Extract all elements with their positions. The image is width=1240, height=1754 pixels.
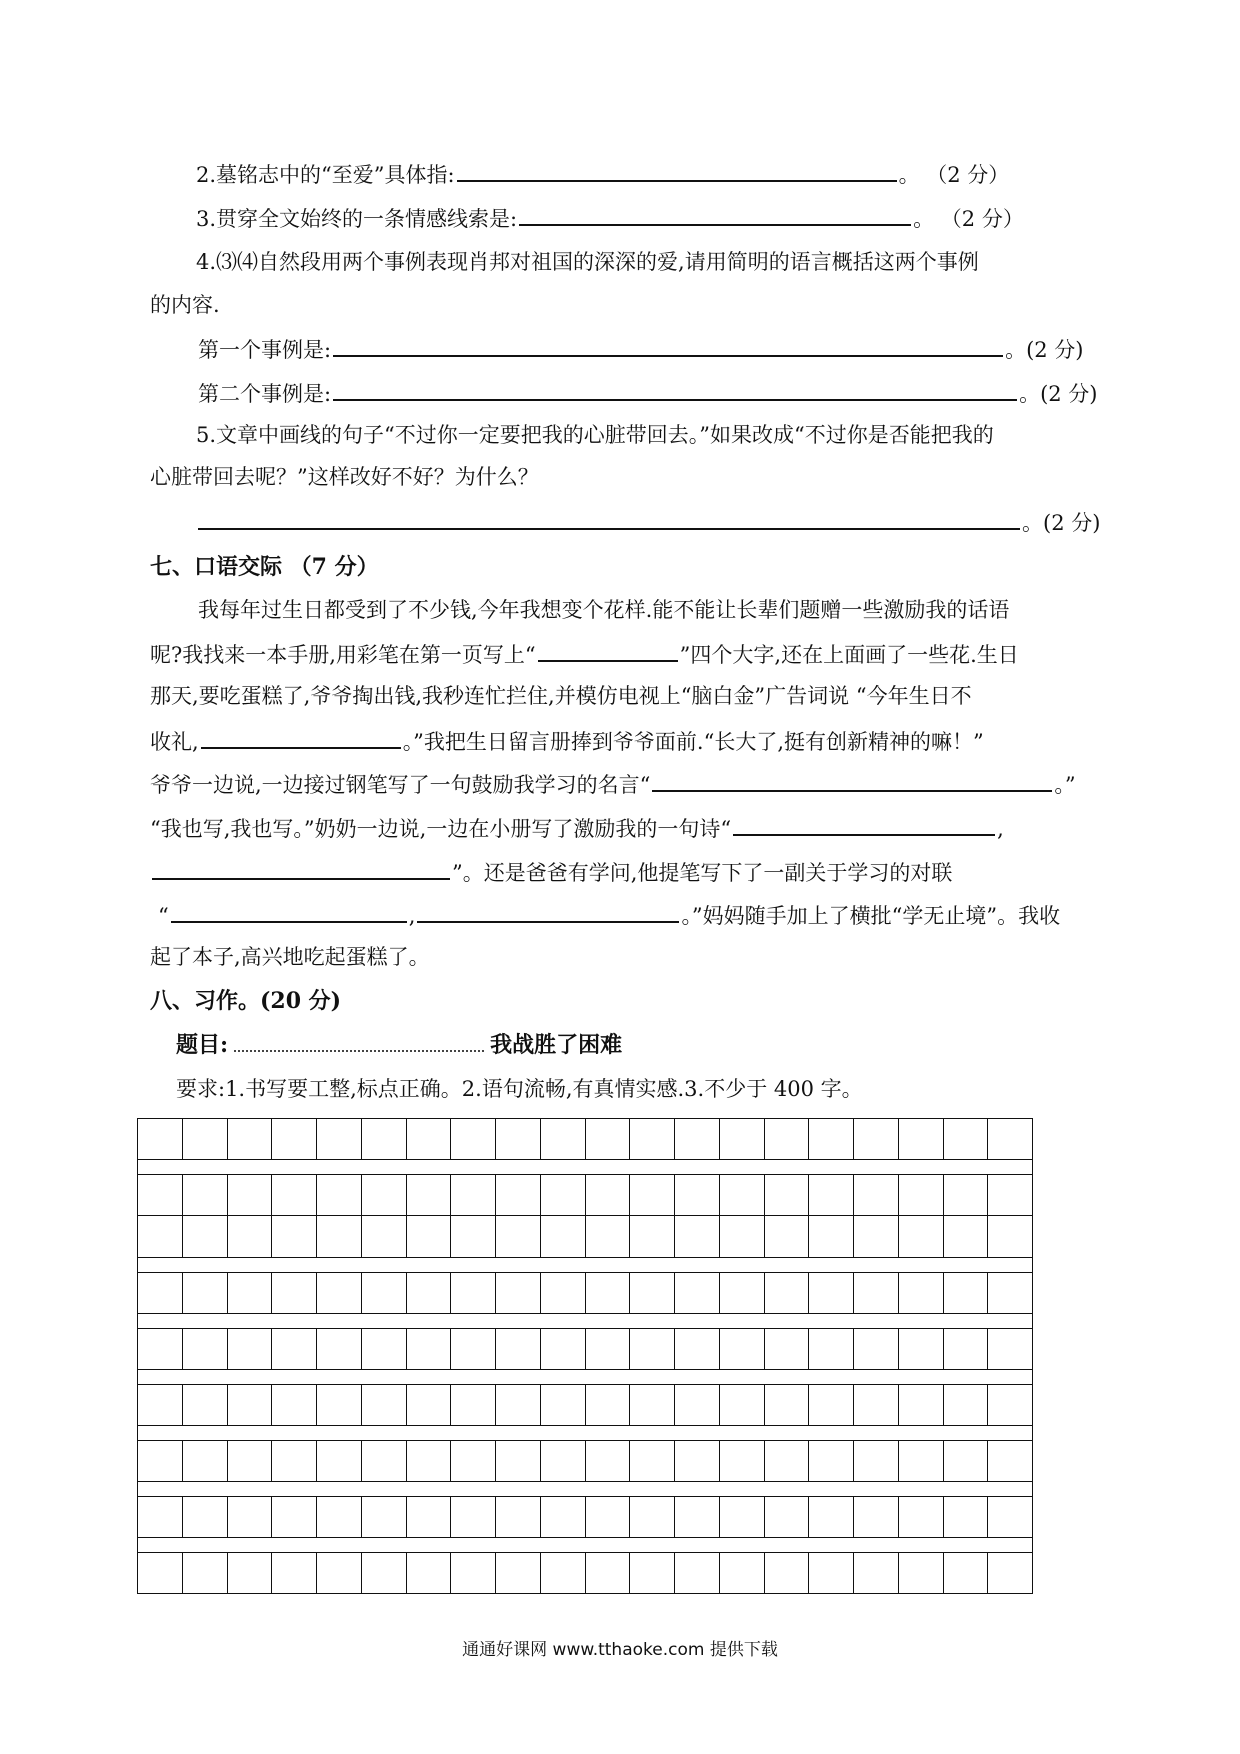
- grid-cell[interactable]: [362, 1441, 407, 1481]
- grid-cell[interactable]: [899, 1273, 944, 1313]
- grid-cell[interactable]: [228, 1273, 273, 1313]
- grid-cell[interactable]: [675, 1385, 720, 1425]
- section-7-para-line6: [150, 812, 1004, 844]
- grid-cell[interactable]: [317, 1385, 362, 1425]
- grid-cell[interactable]: [541, 1553, 586, 1593]
- grid-cell[interactable]: [630, 1216, 675, 1257]
- grid-cell[interactable]: [407, 1441, 452, 1481]
- question-5-answer: [196, 506, 1100, 538]
- grid-cell[interactable]: [899, 1119, 944, 1159]
- grid-cell[interactable]: [720, 1175, 765, 1215]
- grid-cell[interactable]: [630, 1553, 675, 1593]
- grid-cell[interactable]: [944, 1216, 989, 1257]
- example-2-label: 第二个事例是:: [198, 382, 332, 406]
- grid-row: [137, 1272, 1033, 1314]
- grid-cell[interactable]: [272, 1175, 317, 1215]
- blank-motto[interactable]: [652, 768, 1052, 792]
- grid-row: [137, 1118, 1033, 1160]
- grid-cell[interactable]: [496, 1273, 541, 1313]
- grid-gap: [137, 1538, 1033, 1552]
- grid-cell[interactable]: [675, 1329, 720, 1369]
- grid-cell[interactable]: [988, 1329, 1032, 1369]
- grid-cell[interactable]: [809, 1553, 854, 1593]
- grid-cell[interactable]: [765, 1497, 810, 1537]
- grid-cell[interactable]: [317, 1329, 362, 1369]
- grid-cell[interactable]: [138, 1273, 183, 1313]
- grid-cell[interactable]: [720, 1497, 765, 1537]
- grid-cell[interactable]: [317, 1553, 362, 1593]
- grid-cell[interactable]: [630, 1119, 675, 1159]
- question-2-score: 。 （2 分）: [898, 163, 1010, 187]
- grid-row: [137, 1552, 1033, 1594]
- text-segment: “我也写,我也写。”奶奶一边说,一边在小册写了激励我的一句诗“: [150, 817, 732, 841]
- grid-cell[interactable]: [720, 1216, 765, 1257]
- grid-cell[interactable]: [362, 1329, 407, 1369]
- grid-cell[interactable]: [988, 1216, 1032, 1257]
- grid-cell[interactable]: [586, 1175, 631, 1215]
- grid-cell[interactable]: [675, 1216, 720, 1257]
- section-7-para-line2: [150, 638, 1019, 670]
- grid-cell[interactable]: [854, 1497, 899, 1537]
- grid-cell[interactable]: [854, 1119, 899, 1159]
- grid-cell[interactable]: [451, 1497, 496, 1537]
- topic-title: 我战胜了困难: [490, 1032, 623, 1058]
- section-7-para-line5: [150, 768, 1076, 800]
- grid-row: [137, 1216, 1033, 1258]
- question-4-line2: 的内容.: [150, 293, 220, 317]
- grid-cell[interactable]: [630, 1497, 675, 1537]
- blank-four-characters[interactable]: [538, 638, 678, 662]
- grid-cell[interactable]: [138, 1175, 183, 1215]
- grid-cell[interactable]: [854, 1216, 899, 1257]
- grid-cell[interactable]: [317, 1175, 362, 1215]
- grid-cell[interactable]: [272, 1329, 317, 1369]
- grid-cell[interactable]: [675, 1497, 720, 1537]
- text-segment: 呢?我找来一本手册,用彩笔在第一页写上“: [150, 643, 536, 667]
- grid-cell[interactable]: [228, 1553, 273, 1593]
- answer-blank-example-2[interactable]: [333, 377, 1017, 401]
- grid-cell[interactable]: [317, 1273, 362, 1313]
- question-3-text: 3.贯穿全文始终的一条情感线索是:: [196, 207, 518, 231]
- example-1-label: 第一个事例是:: [198, 338, 332, 362]
- text-segment: 爷爷一边说,一边接过钢笔写了一句鼓励我学习的名言“: [150, 773, 651, 797]
- section-7-para-line1: 我每年过生日都受到了不少钱,今年我想变个花样.能不能让长辈们题赠一些激励我的话语: [198, 598, 1010, 622]
- grid-cell[interactable]: [720, 1385, 765, 1425]
- section-7-title: 七、口语交际 （7 分）: [150, 554, 379, 580]
- grid-cell[interactable]: [496, 1553, 541, 1593]
- grid-cell[interactable]: [138, 1329, 183, 1369]
- example-2-score: 。(2 分): [1019, 382, 1098, 406]
- page-footer: 通通好课网 www.tthaoke.com 提供下载: [462, 1640, 778, 1660]
- grid-cell[interactable]: [944, 1497, 989, 1537]
- question-5-score: 。(2 分): [1022, 511, 1101, 535]
- grid-cell[interactable]: [809, 1175, 854, 1215]
- grid-cell[interactable]: [675, 1175, 720, 1215]
- grid-cell[interactable]: [720, 1553, 765, 1593]
- grid-cell[interactable]: [272, 1216, 317, 1257]
- grid-cell[interactable]: [809, 1119, 854, 1159]
- example-1-score: 。(2 分): [1005, 338, 1084, 362]
- grid-cell[interactable]: [541, 1175, 586, 1215]
- section-7-para-line4: [150, 725, 984, 757]
- grid-cell[interactable]: [630, 1175, 675, 1215]
- grid-cell[interactable]: [675, 1119, 720, 1159]
- grid-cell[interactable]: [407, 1175, 452, 1215]
- grid-cell[interactable]: [317, 1441, 362, 1481]
- grid-cell[interactable]: [586, 1385, 631, 1425]
- grid-cell[interactable]: [272, 1385, 317, 1425]
- grid-cell[interactable]: [899, 1329, 944, 1369]
- grid-cell[interactable]: [586, 1441, 631, 1481]
- grid-cell[interactable]: [451, 1119, 496, 1159]
- question-2-text: 2.墓铭志中的“至爱”具体指:: [196, 163, 455, 187]
- topic-label: 题目:: [176, 1032, 229, 1058]
- text-segment: ”。还是爸爸有学问,他提笔写下了一副关于学习的对联: [452, 861, 953, 885]
- text-segment: 。”: [1054, 773, 1076, 797]
- grid-cell[interactable]: [407, 1385, 452, 1425]
- text-segment: “: [158, 904, 169, 928]
- example-1: [198, 333, 1084, 365]
- grid-cell[interactable]: [496, 1216, 541, 1257]
- grid-cell[interactable]: [228, 1216, 273, 1257]
- grid-gap: [137, 1258, 1033, 1272]
- text-segment: 。”妈妈随手加上了横批“学无止境”。我收: [681, 904, 1061, 928]
- grid-cell[interactable]: [228, 1119, 273, 1159]
- grid-cell[interactable]: [272, 1441, 317, 1481]
- grid-cell[interactable]: [988, 1385, 1032, 1425]
- grid-row: [137, 1174, 1033, 1216]
- grid-cell[interactable]: [899, 1175, 944, 1215]
- grid-gap: [137, 1314, 1033, 1328]
- grid-cell[interactable]: [272, 1119, 317, 1159]
- grid-cell[interactable]: [765, 1273, 810, 1313]
- grid-cell[interactable]: [630, 1385, 675, 1425]
- grid-cell[interactable]: [496, 1385, 541, 1425]
- grid-cell[interactable]: [496, 1329, 541, 1369]
- answer-blank-example-1[interactable]: [333, 333, 1003, 357]
- grid-cell[interactable]: [407, 1329, 452, 1369]
- grid-gap: [137, 1160, 1033, 1174]
- grid-cell[interactable]: [899, 1385, 944, 1425]
- grid-cell[interactable]: [541, 1385, 586, 1425]
- grid-cell[interactable]: [496, 1441, 541, 1481]
- grid-cell[interactable]: [765, 1119, 810, 1159]
- section-7-para-line7: [150, 856, 952, 888]
- grid-cell[interactable]: [407, 1119, 452, 1159]
- grid-cell[interactable]: [809, 1329, 854, 1369]
- question-5-line1: 5.文章中画线的句子“不过你一定要把我的心脏带回去。”如果改成“不过你是否能把我的: [196, 423, 994, 447]
- grid-cell[interactable]: [765, 1175, 810, 1215]
- grid-cell[interactable]: [228, 1175, 273, 1215]
- grid-cell[interactable]: [944, 1385, 989, 1425]
- grid-cell[interactable]: [451, 1273, 496, 1313]
- grid-cell[interactable]: [183, 1497, 228, 1537]
- grid-cell[interactable]: [899, 1441, 944, 1481]
- grid-cell[interactable]: [183, 1216, 228, 1257]
- section-7-para-line3: 那天,要吃蛋糕了,爷爷掏出钱,我秒连忙拦住,并模仿电视上“脑白金”广告词说 “今年生日不: [150, 684, 972, 708]
- section-8-title: 八、习作。(20 分): [150, 988, 342, 1014]
- grid-row: [137, 1384, 1033, 1426]
- grid-cell[interactable]: [944, 1553, 989, 1593]
- grid-cell[interactable]: [541, 1273, 586, 1313]
- grid-cell[interactable]: [944, 1441, 989, 1481]
- grid-cell[interactable]: [451, 1553, 496, 1593]
- grid-row: [137, 1440, 1033, 1482]
- grid-cell[interactable]: [451, 1175, 496, 1215]
- writing-grid: [137, 1118, 1033, 1594]
- grid-cell[interactable]: [988, 1273, 1032, 1313]
- grid-row: [137, 1328, 1033, 1370]
- grid-cell[interactable]: [451, 1385, 496, 1425]
- question-4-line1: 4.⑶⑷自然段用两个事例表现肖邦对祖国的深深的爱,请用简明的语言概括这两个事例: [196, 250, 979, 274]
- grid-cell[interactable]: [988, 1553, 1032, 1593]
- grid-cell[interactable]: [272, 1497, 317, 1537]
- grid-cell[interactable]: [317, 1497, 362, 1537]
- grid-cell[interactable]: [675, 1273, 720, 1313]
- grid-cell[interactable]: [809, 1497, 854, 1537]
- grid-cell[interactable]: [541, 1441, 586, 1481]
- grid-cell[interactable]: [317, 1216, 362, 1257]
- grid-cell[interactable]: [407, 1273, 452, 1313]
- grid-cell[interactable]: [586, 1216, 631, 1257]
- grid-cell[interactable]: [541, 1216, 586, 1257]
- grid-cell[interactable]: [362, 1273, 407, 1313]
- grid-cell[interactable]: [183, 1119, 228, 1159]
- grid-cell[interactable]: [362, 1119, 407, 1159]
- blank-couplet-1[interactable]: [171, 899, 407, 923]
- grid-cell[interactable]: [451, 1329, 496, 1369]
- text-segment: ”四个大字,还在上面画了一些花.生日: [679, 643, 1019, 667]
- grid-cell[interactable]: [720, 1273, 765, 1313]
- grid-cell[interactable]: [362, 1497, 407, 1537]
- grid-cell[interactable]: [988, 1497, 1032, 1537]
- grid-gap: [137, 1426, 1033, 1440]
- grid-cell[interactable]: [138, 1553, 183, 1593]
- grid-cell[interactable]: [183, 1385, 228, 1425]
- text-segment: 收礼,: [150, 730, 199, 754]
- grid-cell[interactable]: [362, 1385, 407, 1425]
- blank-couplet-2[interactable]: [417, 899, 679, 923]
- question-5-line2: 心脏带回去呢？”这样改好不好？为什么？: [150, 465, 539, 489]
- grid-cell[interactable]: [854, 1175, 899, 1215]
- grid-cell[interactable]: [988, 1175, 1032, 1215]
- grid-cell[interactable]: [809, 1273, 854, 1313]
- grid-cell[interactable]: [496, 1175, 541, 1215]
- grid-cell[interactable]: [228, 1329, 273, 1369]
- grid-cell[interactable]: [407, 1553, 452, 1593]
- grid-cell[interactable]: [765, 1216, 810, 1257]
- grid-cell[interactable]: [541, 1119, 586, 1159]
- grid-cell[interactable]: [496, 1497, 541, 1537]
- grid-cell[interactable]: [854, 1441, 899, 1481]
- grid-cell[interactable]: [451, 1216, 496, 1257]
- grid-cell[interactable]: [720, 1329, 765, 1369]
- section-7-para-line8: [158, 899, 1060, 931]
- topic-dotted-line: [234, 1030, 484, 1052]
- grid-cell[interactable]: [809, 1216, 854, 1257]
- grid-cell[interactable]: [362, 1216, 407, 1257]
- grid-cell[interactable]: [765, 1441, 810, 1481]
- grid-cell[interactable]: [854, 1329, 899, 1369]
- blank-poem-line-2[interactable]: [152, 856, 450, 880]
- grid-cell[interactable]: [138, 1497, 183, 1537]
- grid-cell[interactable]: [899, 1216, 944, 1257]
- grid-cell[interactable]: [765, 1553, 810, 1593]
- grid-cell[interactable]: [899, 1497, 944, 1537]
- grid-cell[interactable]: [809, 1441, 854, 1481]
- grid-cell[interactable]: [541, 1329, 586, 1369]
- grid-cell[interactable]: [407, 1216, 452, 1257]
- question-2: [196, 158, 1009, 190]
- answer-blank-q2[interactable]: [457, 158, 897, 182]
- grid-cell[interactable]: [228, 1441, 273, 1481]
- grid-cell[interactable]: [272, 1553, 317, 1593]
- grid-cell[interactable]: [138, 1441, 183, 1481]
- text-segment: ,: [408, 904, 416, 928]
- blank-slogan[interactable]: [201, 725, 401, 749]
- grid-cell[interactable]: [272, 1273, 317, 1313]
- grid-cell[interactable]: [451, 1441, 496, 1481]
- question-3-score: 。 （2 分）: [913, 207, 1024, 231]
- grid-cell[interactable]: [183, 1273, 228, 1313]
- grid-cell[interactable]: [228, 1385, 273, 1425]
- grid-cell[interactable]: [362, 1175, 407, 1215]
- answer-blank-q5[interactable]: [198, 506, 1020, 530]
- grid-gap: [137, 1370, 1033, 1384]
- grid-cell[interactable]: [138, 1216, 183, 1257]
- grid-gap: [137, 1482, 1033, 1496]
- grid-cell[interactable]: [541, 1497, 586, 1537]
- grid-cell[interactable]: [854, 1385, 899, 1425]
- grid-cell[interactable]: [765, 1329, 810, 1369]
- grid-cell[interactable]: [317, 1119, 362, 1159]
- grid-cell[interactable]: [944, 1119, 989, 1159]
- grid-cell[interactable]: [586, 1119, 631, 1159]
- grid-cell[interactable]: [586, 1553, 631, 1593]
- grid-cell[interactable]: [988, 1441, 1032, 1481]
- question-3: [196, 202, 1024, 234]
- grid-cell[interactable]: [496, 1119, 541, 1159]
- grid-cell[interactable]: [183, 1329, 228, 1369]
- grid-cell[interactable]: [228, 1497, 273, 1537]
- grid-cell[interactable]: [183, 1553, 228, 1593]
- text-segment: ,: [997, 817, 1004, 841]
- grid-cell[interactable]: [630, 1273, 675, 1313]
- example-2: [198, 377, 1098, 409]
- grid-cell[interactable]: [138, 1385, 183, 1425]
- essay-topic: [176, 1030, 622, 1060]
- grid-cell[interactable]: [630, 1329, 675, 1369]
- grid-cell[interactable]: [720, 1119, 765, 1159]
- grid-cell[interactable]: [586, 1329, 631, 1369]
- grid-cell[interactable]: [944, 1273, 989, 1313]
- grid-cell[interactable]: [675, 1441, 720, 1481]
- grid-cell[interactable]: [138, 1119, 183, 1159]
- grid-cell[interactable]: [854, 1553, 899, 1593]
- grid-cell[interactable]: [586, 1273, 631, 1313]
- grid-cell[interactable]: [407, 1497, 452, 1537]
- essay-requirements: 要求:1.书写要工整,标点正确。2.语句流畅,有真情实感.3.不少于 400 字。: [176, 1077, 863, 1101]
- grid-cell[interactable]: [183, 1441, 228, 1481]
- grid-row: [137, 1496, 1033, 1538]
- grid-cell[interactable]: [854, 1273, 899, 1313]
- section-7-para-line9: 起了本子,高兴地吃起蛋糕了。: [150, 945, 430, 969]
- grid-cell[interactable]: [586, 1497, 631, 1537]
- blank-poem-line-1[interactable]: [733, 812, 995, 836]
- grid-cell[interactable]: [944, 1329, 989, 1369]
- grid-cell[interactable]: [720, 1441, 765, 1481]
- grid-cell[interactable]: [899, 1553, 944, 1593]
- answer-blank-q3[interactable]: [519, 202, 911, 226]
- grid-cell[interactable]: [765, 1385, 810, 1425]
- grid-cell[interactable]: [630, 1441, 675, 1481]
- text-segment: 。”我把生日留言册捧到爷爷面前.“长大了,挺有创新精神的嘛！”: [402, 730, 984, 754]
- grid-cell[interactable]: [362, 1553, 407, 1593]
- grid-cell[interactable]: [988, 1119, 1032, 1159]
- grid-cell[interactable]: [675, 1553, 720, 1593]
- grid-cell[interactable]: [809, 1385, 854, 1425]
- grid-cell[interactable]: [944, 1175, 989, 1215]
- grid-cell[interactable]: [183, 1175, 228, 1215]
